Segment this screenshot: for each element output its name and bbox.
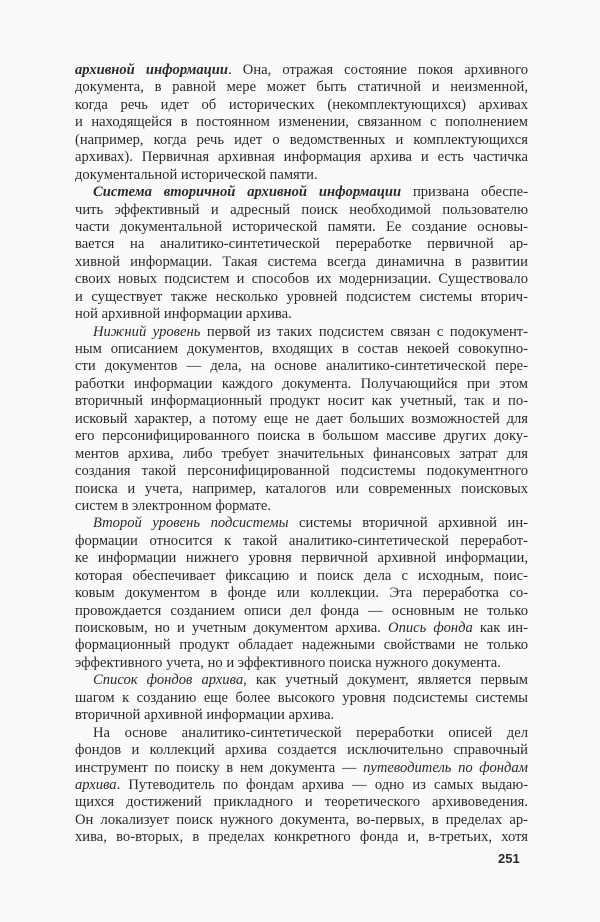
text-line [75,411,528,428]
text-segment: , как учетный документ, является первым [243,672,528,689]
text-line [75,393,528,410]
text-segment: части документальной исторической памяти. Ее создание основы- [75,218,528,235]
text-segment: инструмент по поиску в нем документа — [75,759,364,776]
italic-term: путеводитель по фондам [363,759,528,776]
italic-term: архива [75,776,117,793]
text-line [75,236,528,253]
text-line [75,184,528,201]
paragraph [75,725,528,847]
text-line [75,271,528,288]
text-line [75,707,528,724]
text-segment: системы вторичной архивной ин- [288,515,528,532]
text-segment: формации относится к такой аналитико-синтетической переработ- [75,532,528,549]
text-segment: ковым документом в фонде или коллекции. Эта переработка со- [75,585,528,602]
text-line [75,550,528,567]
text-line [75,637,528,654]
text-segment: . Она, отражая состояние покоя архивного [228,62,528,78]
text-segment: провождается созданием описи дел фонда — основным не только [75,602,528,619]
paragraph [75,672,528,724]
text-line [75,794,528,811]
text-segment: вторичный информационный продукт носит как учетный, так и по- [75,393,528,410]
text-line [75,533,528,550]
text-line [75,498,528,515]
text-line [75,358,528,375]
text-segment: хивной информации. Такая система всегда динамична в развитии [75,253,528,270]
page-number: 251 [498,851,520,866]
text-segment: ке информации нижнего уровня первичной архивной информации, [75,550,528,567]
text-segment: хива, во-вторых, в пределах конкретного фонда и, в-третьих, хотя [75,829,528,846]
text-segment: которая обеспечивает фиксацию и поиск дела с исходным, поис- [75,567,528,584]
bold-italic-term: архивной информации [75,62,229,78]
text-segment: исковый характер, а потому еще не дает больших возможностей для [75,410,528,427]
text-line [75,760,528,777]
text-line [75,79,528,96]
text-segment: Он локализует поиск нужного документа, во-первых, в пределах ар- [75,811,528,828]
page-body-text [75,62,528,847]
text-segment: фондов и коллекций архива создается исключительно справочный [75,742,528,759]
text-line [75,202,528,219]
text-line [75,167,528,184]
text-line [75,306,528,323]
text-segment: . Путеводитель по фондам архива — одно из самых выдаю- [116,776,528,793]
text-segment: поиска и учета, например, каталогов или современных поисковых [75,480,528,497]
text-segment: сти документов — дела, на основе аналитико-синтетической пере- [75,358,528,375]
text-segment: работки информации каждого документа. Получающийся при этом [75,375,528,392]
text-line [75,672,528,689]
text-segment: документальной исторической памяти. [75,166,318,183]
text-line [75,742,528,759]
text-line [75,62,528,79]
paragraph [75,324,528,516]
text-line [75,324,528,341]
text-line [75,585,528,602]
text-segment: щихся достижений прикладного и теоретического архивоведения. [75,794,528,811]
italic-term: Второй уровень подсистемы [93,515,289,532]
text-line [75,829,528,846]
text-line [75,132,528,149]
text-line [75,481,528,498]
text-segment: как ин- [472,620,528,636]
text-segment: ной архивной информации архива. [75,306,292,323]
text-segment: шагом к созданию еще более высокого уровня подсистемы системы [75,689,528,706]
text-line [75,97,528,114]
text-line [75,812,528,829]
text-line [75,341,528,358]
text-segment: формационный продукт обладает надежными свойствами не только [75,637,528,654]
text-segment: поисковым, но и учетным документом архива. [75,620,389,636]
text-segment: призвана обеспе- [401,184,528,201]
text-segment: и находящейся в постоянном изменении, связанном с пополнением [75,114,528,131]
text-segment: На основе аналитико-синтетической переработки описей дел [93,724,528,741]
italic-term: Опись фонда [388,620,473,636]
text-line [75,620,528,637]
text-line [75,289,528,306]
text-segment: его персонифицированного поиска в большом массиве других доку- [75,428,528,445]
text-segment: чить эффективный и адресный поиск необходимой пользователю [75,201,528,218]
paragraph [75,515,528,672]
text-segment: первой из таких подсистем связан с подокумент- [200,323,529,340]
text-line [75,515,528,532]
text-line [75,690,528,707]
text-segment: ным описанием документов, входящих в состав некоей совокупно- [75,341,528,357]
text-segment: своих новых подсистем и способов их модернизации. Существовало [75,271,528,288]
text-segment: когда речь идет об исторических (некомплектующихся) архивах [75,96,528,113]
text-segment: эффективного учета, но и эффективного поиска нужного документа. [75,654,501,671]
text-line [75,603,528,620]
text-line [75,149,528,166]
text-segment: создания такой персонифицированной подсистемы подокументного [75,463,528,480]
text-line [75,655,528,672]
italic-term: Список фондов архива [93,672,244,689]
text-line [75,568,528,585]
text-line [75,777,528,794]
bold-italic-term: Система вторичной архивной информации [93,184,402,201]
text-line [75,219,528,236]
text-segment: документа, в равной мере может быть статичной и неизменной, [75,79,528,96]
text-segment: вается на аналитико-синтетической переработке первичной ар- [75,236,528,253]
text-line [75,254,528,271]
text-segment: ментов архива, либо требует значительных финансовых затрат для [75,445,528,462]
paragraph [75,184,528,324]
text-line [75,376,528,393]
text-line [75,114,528,131]
text-segment: (например, когда речь идет о ведомственных и комплектующихся [75,131,528,148]
text-line [75,428,528,445]
text-segment: систем в электронном формате. [75,497,271,514]
text-line [75,446,528,463]
text-segment: и существует также несколько уровней подсистем системы вторич- [75,288,528,305]
text-segment: вторичной архивной информации архива. [75,707,335,724]
text-line [75,463,528,480]
italic-term: Нижний уровень [93,323,201,340]
text-segment: архивах). Первичная архивная информация архива и есть частичка [75,149,528,166]
text-line [75,725,528,742]
paragraph [75,62,528,184]
